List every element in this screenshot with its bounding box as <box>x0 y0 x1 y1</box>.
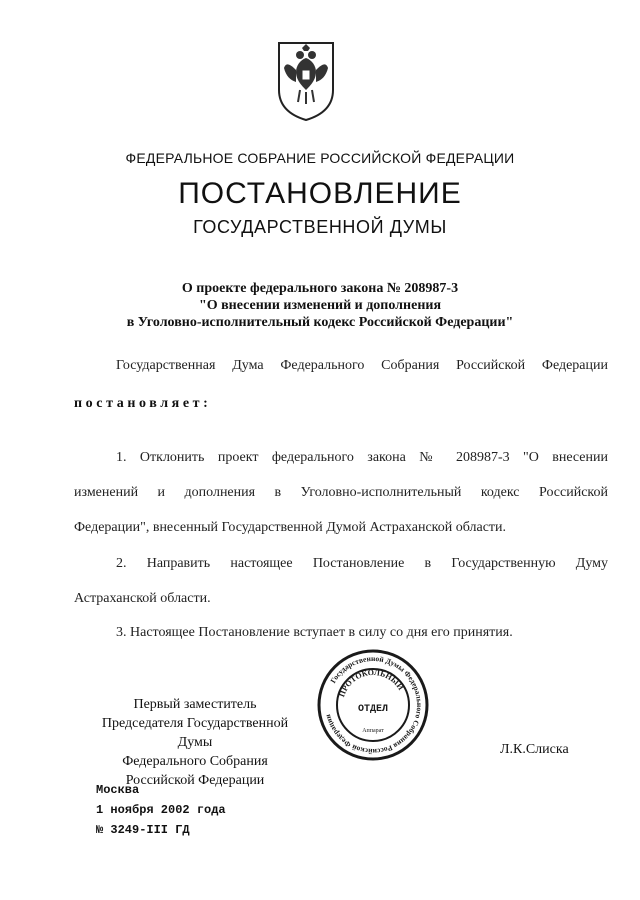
footer-date: 1 ноября 2002 года <box>96 803 226 817</box>
item-2-line-2: Астраханской области. <box>74 591 211 606</box>
preamble-text: Государственная Дума Федерального Собрания Российской Федерации <box>116 358 608 373</box>
item-1-line-2: изменений и дополнения в Уголовно-исполнительный кодекс Российской <box>74 485 608 500</box>
document-type-title: ПОСТАНОВЛЕНИЕ <box>178 177 462 210</box>
signatory-line-4: Российской Федерации <box>125 773 265 788</box>
signer-name: Л.К.Слиска <box>500 742 569 757</box>
item-1-line-3: Федерации", внесенный Государственной Думой Астраханской области. <box>74 520 507 535</box>
subject-line-3: в Уголовно-исполнительный кодекс Российской Федерации" <box>126 315 514 330</box>
coat-of-arms-emblem <box>276 40 336 122</box>
document-footer <box>96 780 226 840</box>
document-issuer-subtitle: ГОСУДАРСТВЕННОЙ ДУМЫ <box>193 217 447 237</box>
footer-number: № 3249-III ГД <box>96 823 190 837</box>
decree-word: постановляет: <box>74 396 212 411</box>
subject-line-1: О проекте федерального закона № 208987-3 <box>181 281 459 296</box>
stamp-bottom-text: Аппарат <box>362 728 384 734</box>
item-1-line-1: 1. Отклонить проект федерального закона № 208987-3 "О внесении <box>116 450 608 465</box>
stamp-top-text: ПРОТОКОЛЬНЫЙ <box>337 667 406 699</box>
footer-city: Москва <box>96 783 140 797</box>
official-stamp <box>316 648 430 762</box>
document-subject <box>60 280 580 331</box>
organization-header: ФЕДЕРАЛЬНОЕ СОБРАНИЕ РОССИЙСКОЙ ФЕДЕРАЦИИ <box>125 150 515 166</box>
signatory-position <box>90 695 300 790</box>
signatory-line-2: Председателя Государственной Думы <box>101 716 289 750</box>
item-2-line-1: 2. Направить настоящее Постановление в Государственную Думу <box>116 556 608 571</box>
stamp-ring-text: Государственной Думы Федерального Собрания Российской Федерации <box>323 653 425 757</box>
subject-line-2: "О внесении изменений и дополнения <box>198 298 442 313</box>
stamp-center-text: ОТДЕЛ <box>357 704 389 715</box>
signatory-line-3: Федерального Собрания <box>122 754 268 769</box>
signatory-line-1: Первый заместитель <box>133 697 257 712</box>
item-3-line-1: 3. Настоящее Постановление вступает в силу со дня его принятия. <box>116 625 513 640</box>
